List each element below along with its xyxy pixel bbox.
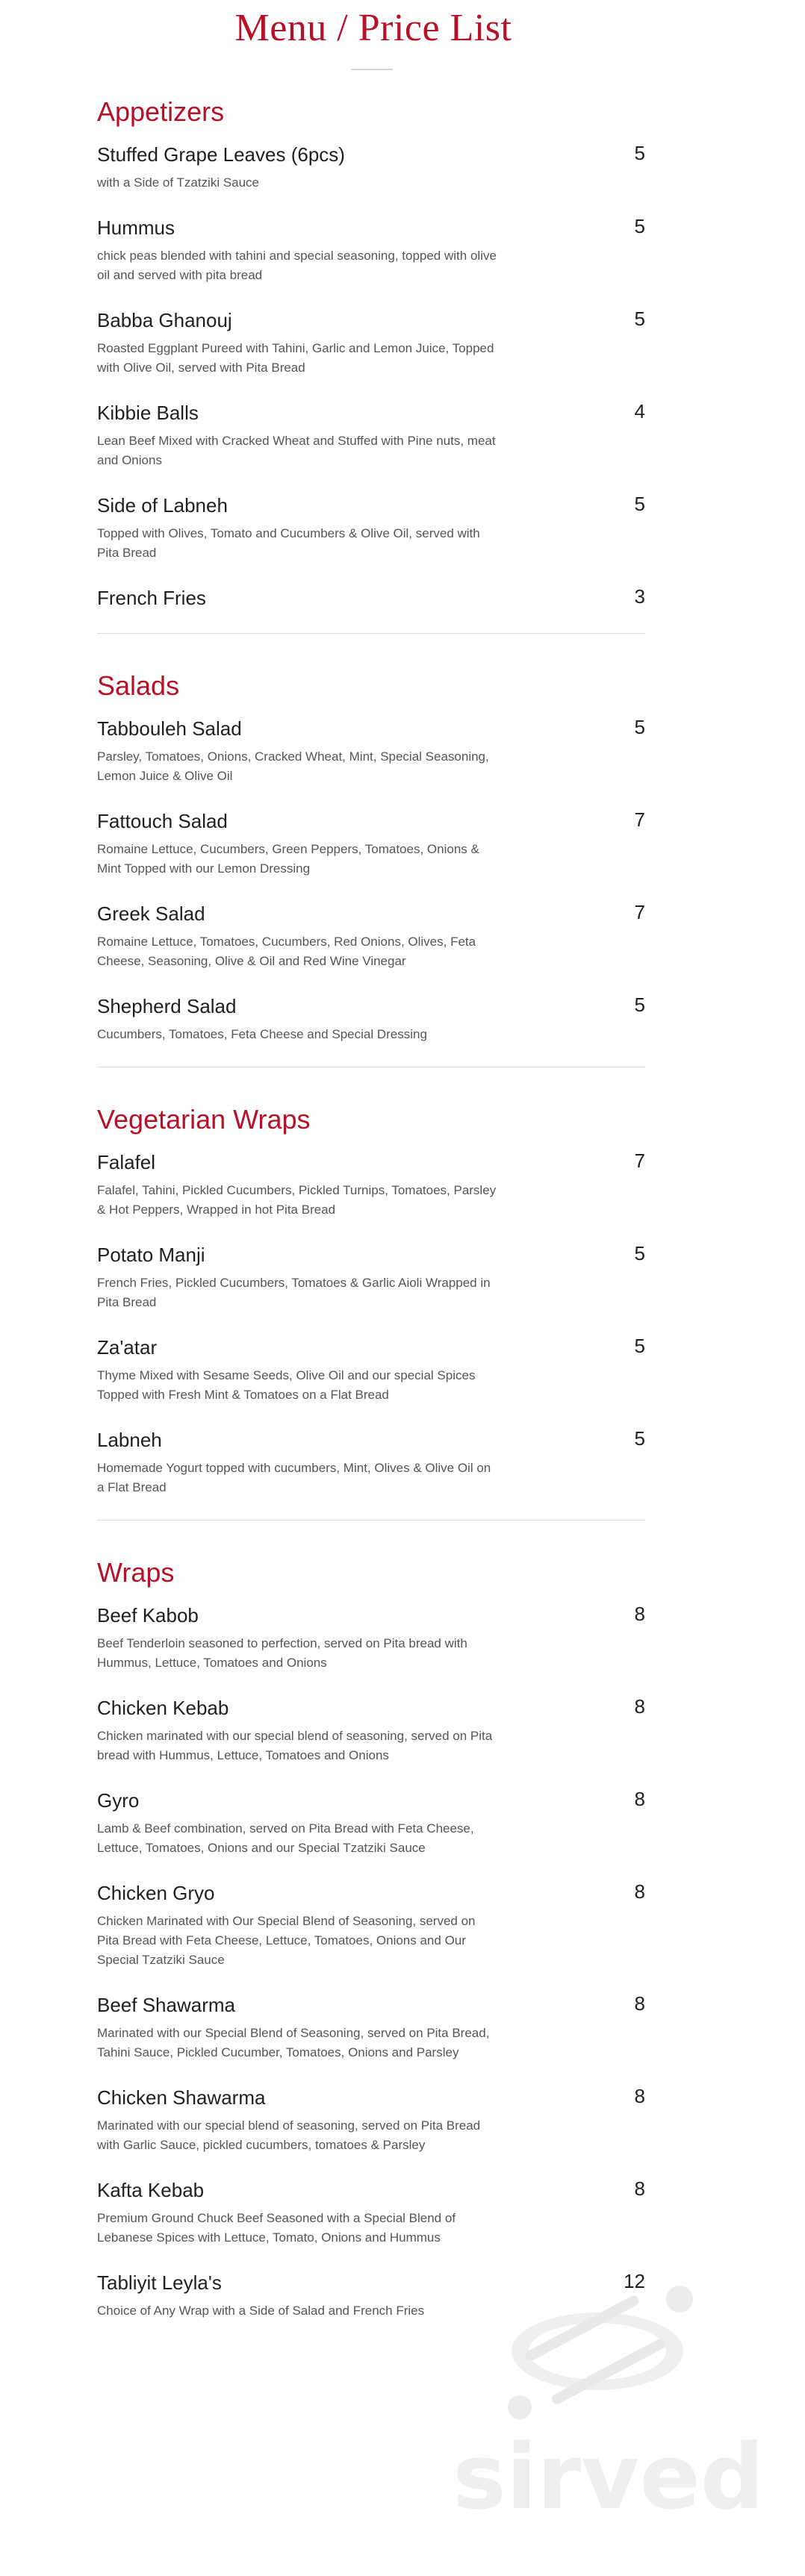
title-divider: [351, 69, 393, 70]
menu-item-price: 7: [634, 808, 645, 831]
menu-item-price: 5: [634, 215, 645, 237]
menu-item: [97, 142, 645, 193]
section-divider: [97, 1520, 645, 1521]
menu-item-description: with a Side of Tzatziki Sauce: [97, 175, 260, 190]
menu-item-price: 5: [634, 994, 645, 1016]
menu-item: [97, 1427, 645, 1497]
menu-item-price: 12: [624, 2270, 645, 2292]
menu-item: [97, 2177, 645, 2248]
menu-item-price: 7: [634, 1150, 645, 1172]
menu-item: [97, 1992, 645, 2062]
menu-item: [97, 308, 645, 378]
section-title: Wraps: [97, 1557, 175, 1588]
menu-item-name: Stuffed Grape Leaves (6pcs): [97, 143, 345, 166]
section-title: Appetizers: [97, 96, 225, 127]
menu-item: [97, 994, 645, 1044]
menu-item-name: Fattouch Salad: [97, 810, 228, 832]
menu-item-price: 5: [634, 716, 645, 738]
menu-item: [97, 2085, 645, 2155]
menu-item-description: Lean Beef Mixed with Cracked Wheat and Stuffed with Pine nuts, meat and Onions: [97, 434, 496, 467]
watermark-text: sirved: [453, 2426, 765, 2530]
menu-item-price: 3: [634, 585, 645, 608]
menu-item-name: Potato Manji: [97, 1244, 205, 1266]
menu-content: [97, 96, 645, 2343]
menu-item-price: 8: [634, 1603, 645, 1625]
menu-item: [97, 2270, 645, 2321]
menu-item-description: Premium Ground Chuck Beef Seasoned with a Special Blend of Lebanese Spices with Lettuce, Tomato, Onions and Hummus: [97, 2211, 456, 2245]
menu-item-name: Tabliyit Leyla's: [97, 2271, 222, 2294]
menu-item-name: Chicken Shawarma: [97, 2086, 266, 2109]
menu-item: [97, 215, 645, 285]
menu-item: [97, 716, 645, 786]
menu-item-name: Chicken Gryo: [97, 1882, 215, 1904]
menu-item-price: 4: [634, 400, 645, 422]
menu-item-name: Side of Labneh: [97, 494, 228, 517]
menu-item-price: 8: [634, 1880, 645, 1903]
menu-item-price: 5: [634, 1242, 645, 1264]
menu-item-description: Thyme Mixed with Sesame Seeds, Olive Oil and our special Spices Topped with Fresh Mint & Tomatoes on a Flat Bread: [97, 1368, 476, 1402]
menu-item-description: Cucumbers, Tomatoes, Feta Cheese and Special Dressing: [97, 1027, 427, 1041]
menu-item-price: 8: [634, 1695, 645, 1718]
menu-item-description: French Fries, Pickled Cucumbers, Tomatoes & Garlic Aioli Wrapped in Pita Bread: [97, 1276, 491, 1309]
menu-item-name: Shepherd Salad: [97, 995, 237, 1017]
menu-item-description: Chicken marinated with our special blend of seasoning, served on Pita bread with Hummus, Lettuce, Tomatoes and Onions: [97, 1729, 493, 1762]
menu-item-price: 5: [634, 1427, 645, 1450]
menu-item: [97, 1335, 645, 1405]
menu-item-name: Chicken Kebab: [97, 1697, 229, 1719]
menu-item-description: chick peas blended with tahini and special seasoning, topped with olive oil and served with pita bread: [97, 249, 497, 282]
section-title: Salads: [97, 670, 180, 701]
menu-item-price: 5: [634, 308, 645, 330]
menu-item-description: Falafel, Tahini, Pickled Cucumbers, Pickled Turnips, Tomatoes, Parsley & Hot Peppers, Wrapped in hot Pita Bread: [97, 1183, 497, 1217]
menu-item-price: 8: [634, 2085, 645, 2107]
menu-item-name: Beef Shawarma: [97, 1994, 235, 2016]
menu-item-price: 5: [634, 1335, 645, 1357]
menu-item-description: Marinated with our special blend of seasoning, served on Pita Bread with Garlic Sauce, pickled cucumbers, tomatoes & Parsley: [97, 2118, 481, 2152]
menu-item-name: Kibbie Balls: [97, 402, 199, 424]
menu-item: [97, 1695, 645, 1765]
menu-item-name: Babba Ghanouj: [97, 309, 232, 331]
menu-item-description: Parsley, Tomatoes, Onions, Cracked Wheat, Mint, Special Seasoning, Lemon Juice & Olive Oil: [97, 749, 489, 783]
menu-item-price: 8: [634, 1992, 645, 2015]
menu-item-name: Beef Kabob: [97, 1604, 199, 1627]
menu-item: [97, 1603, 645, 1673]
menu-item-price: 8: [634, 1788, 645, 1810]
section-title: Vegetarian Wraps: [97, 1104, 311, 1135]
menu-item-price: 8: [634, 2177, 645, 2200]
menu-item: [97, 1880, 645, 1970]
menu-item-description: Roasted Eggplant Pureed with Tahini, Garlic and Lemon Juice, Topped with Olive Oil, served with Pita Bread: [97, 341, 494, 375]
menu-item-name: Greek Salad: [97, 902, 205, 925]
menu-item-name: Gyro: [97, 1789, 140, 1812]
section-divider: [97, 633, 645, 634]
menu-item-name: Za'atar: [97, 1336, 158, 1359]
menu-item: [97, 1242, 645, 1312]
menu-item: [97, 901, 645, 971]
menu-item: [97, 808, 645, 879]
menu-item-name: Falafel: [97, 1151, 156, 1173]
menu-item-price: 5: [634, 493, 645, 515]
menu-item-description: Romaine Lettuce, Tomatoes, Cucumbers, Red Onions, Olives, Feta Cheese, Seasoning, Olive & Oil and Red Wine Vinegar: [97, 935, 476, 968]
menu-item-price: 5: [634, 142, 645, 164]
menu-item-description: Beef Tenderloin seasoned to perfection, served on Pita bread with Hummus, Lettuce, Tomatoes and Onions: [97, 1636, 467, 1670]
menu-item-name: Hummus: [97, 216, 175, 239]
menu-item-name: Labneh: [97, 1429, 162, 1451]
menu-item: [97, 1788, 645, 1858]
menu-item-description: Lamb & Beef combination, served on Pita Bread with Feta Cheese, Lettuce, Tomatoes, Onions and our Special Tzatziki Sauce: [97, 1821, 474, 1855]
menu-item-description: Marinated with our Special Blend of Seasoning, served on Pita Bread, Tahini Sauce, Pickled Cucumber, Tomatoes, Onions and Parsley: [97, 2026, 490, 2059]
menu-item: [97, 1150, 645, 1220]
menu-item-name: French Fries: [97, 587, 206, 609]
menu-item-name: Tabbouleh Salad: [97, 717, 242, 740]
menu-item-description: Choice of Any Wrap with a Side of Salad and French Fries: [97, 2304, 425, 2318]
menu-item: [97, 585, 645, 611]
menu-item: [97, 493, 645, 563]
page-title: Menu / Price List: [234, 7, 512, 49]
menu-item-description: Romaine Lettuce, Cucumbers, Green Peppers, Tomatoes, Onions & Mint Topped with our Lemon Dressing: [97, 842, 479, 876]
menu-item: [97, 400, 645, 470]
menu-item-price: 7: [634, 901, 645, 923]
menu-item-description: Chicken Marinated with Our Special Blend of Seasoning, served on Pita Bread with Feta Cheese, Lettuce, Tomatoes, Onions and Our Special Tzatziki Sauce: [97, 1914, 476, 1967]
menu-item-description: Homemade Yogurt topped with cucumbers, Mint, Olives & Olive Oil on a Flat Bread: [97, 1461, 491, 1494]
menu-item-name: Kafta Kebab: [97, 2179, 205, 2201]
menu-item-description: Topped with Olives, Tomato and Cucumbers & Olive Oil, served with Pita Bread: [97, 526, 480, 560]
